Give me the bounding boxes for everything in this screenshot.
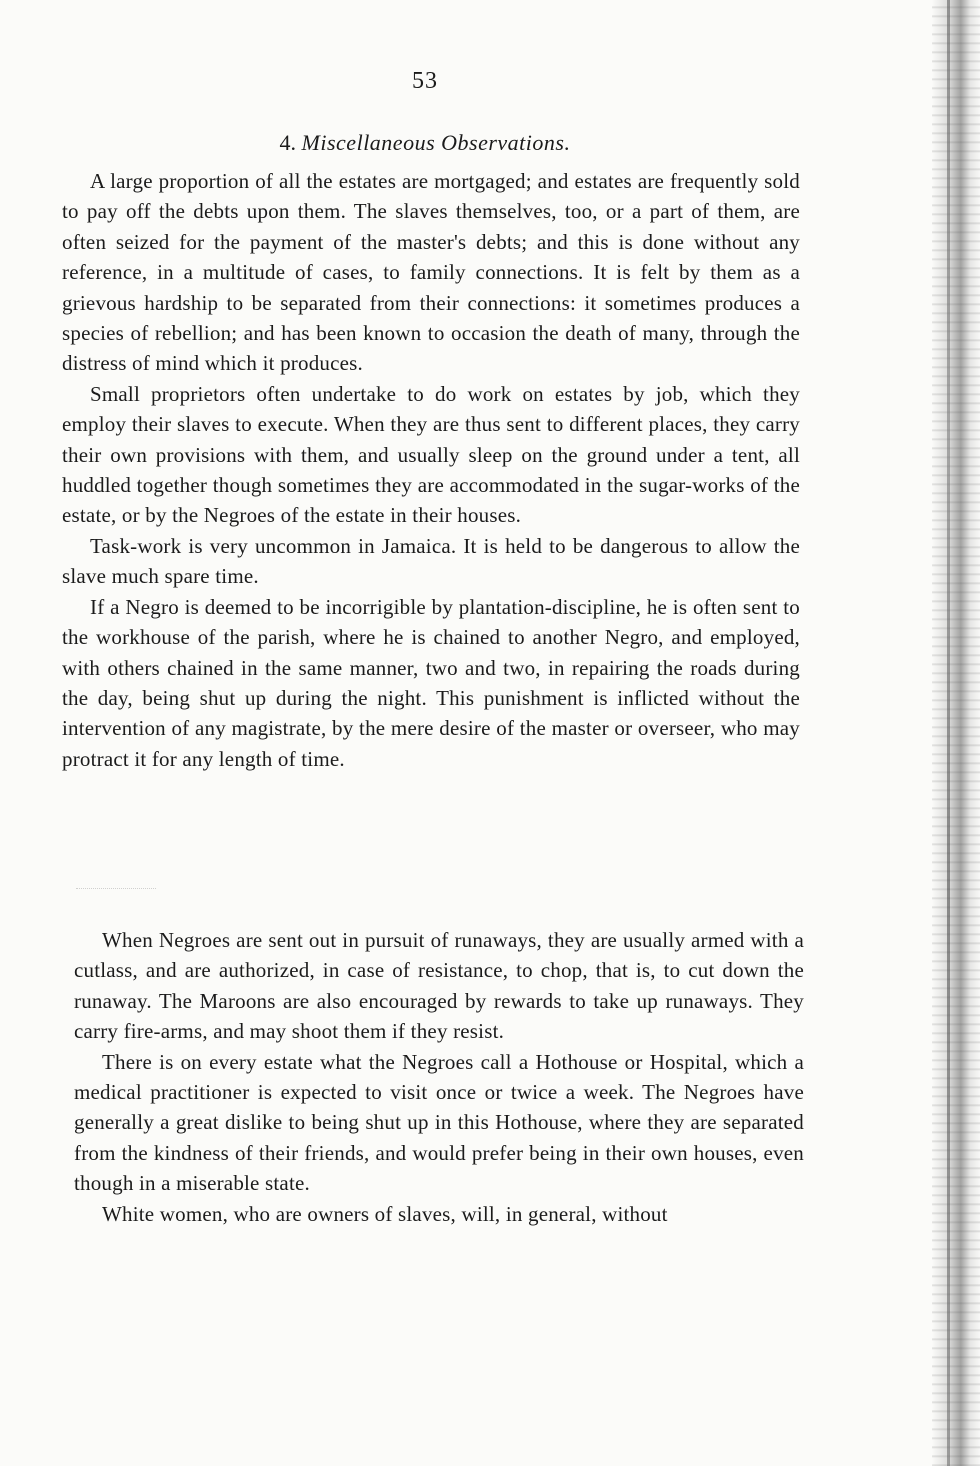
page-number: 53	[412, 68, 438, 94]
page-binding-line	[947, 0, 950, 1466]
paragraph: If a Negro is deemed to be incorrigible by plantation-discipline, he is often sent to the workhouse of the parish, where he is chained to another Negro, and employed, with others chained in the same manner, two and two, in repairing the roads during the day, being shut up during the night. This punishment is inflicted without the intervention of any magistrate, by the mere desire of the master or overseer, who may protract it for any length of time.	[62, 594, 800, 771]
paragraph: Small proprietors often undertake to do work on estates by job, which they employ their slaves to execute. When they are thus sent to different places, they carry their own provisions with them, and usually sleep on the ground under a tent, all huddled together though sometimes they are accommodated in the sugar-works of the estate, or by the Negroes of the estate in their houses.	[62, 381, 800, 528]
section-title: Miscellaneous Observations.	[301, 130, 571, 155]
page-binding-edge	[932, 0, 980, 1466]
paragraph: When Negroes are sent out in pursuit of runaways, they are usually armed with a cutlass, and are authorized, in case of resistance, to chop, that is, to cut down the runaway. The Maroons are also encouraged by rewards to take up runaways. They carry fire-arms, and may shoot them if they resist.	[74, 928, 804, 1044]
paragraph: White women, who are owners of slaves, will, in general, without	[102, 1201, 668, 1226]
paragraph: There is on every estate what the Negroes call a Hothouse or Hospital, which a medical practitioner is expected to visit once or twice a week. The Negroes have generally a great dislike to being shut up in this Hothouse, where they are separated from the kindness of their friends, and would prefer being in their own houses, even though in a miserable state.	[74, 1049, 804, 1196]
paragraph: A large proportion of all the estates are mortgaged; and estates are frequently sold to pay off the debts upon them. The slaves themselves, too, or a part of them, are often seized for the payment of the master's debts; and this is done without any reference, in a multitude of cases, to family connections. It is felt by them as a grievous hardship to be separated from their connections: it sometimes produces a species of rebellion; and has been known to occasion the death of many, through the distress of mind which it produces.	[62, 169, 800, 376]
body-text-part-2	[74, 925, 804, 1229]
section-heading	[0, 130, 850, 156]
body-text-part-1	[62, 166, 800, 774]
section-number: 4.	[279, 130, 297, 155]
paragraph-gap	[76, 888, 156, 899]
paragraph: Task-work is very uncommon in Jamaica. It is held to be dangerous to allow the slave much spare time.	[62, 533, 800, 589]
